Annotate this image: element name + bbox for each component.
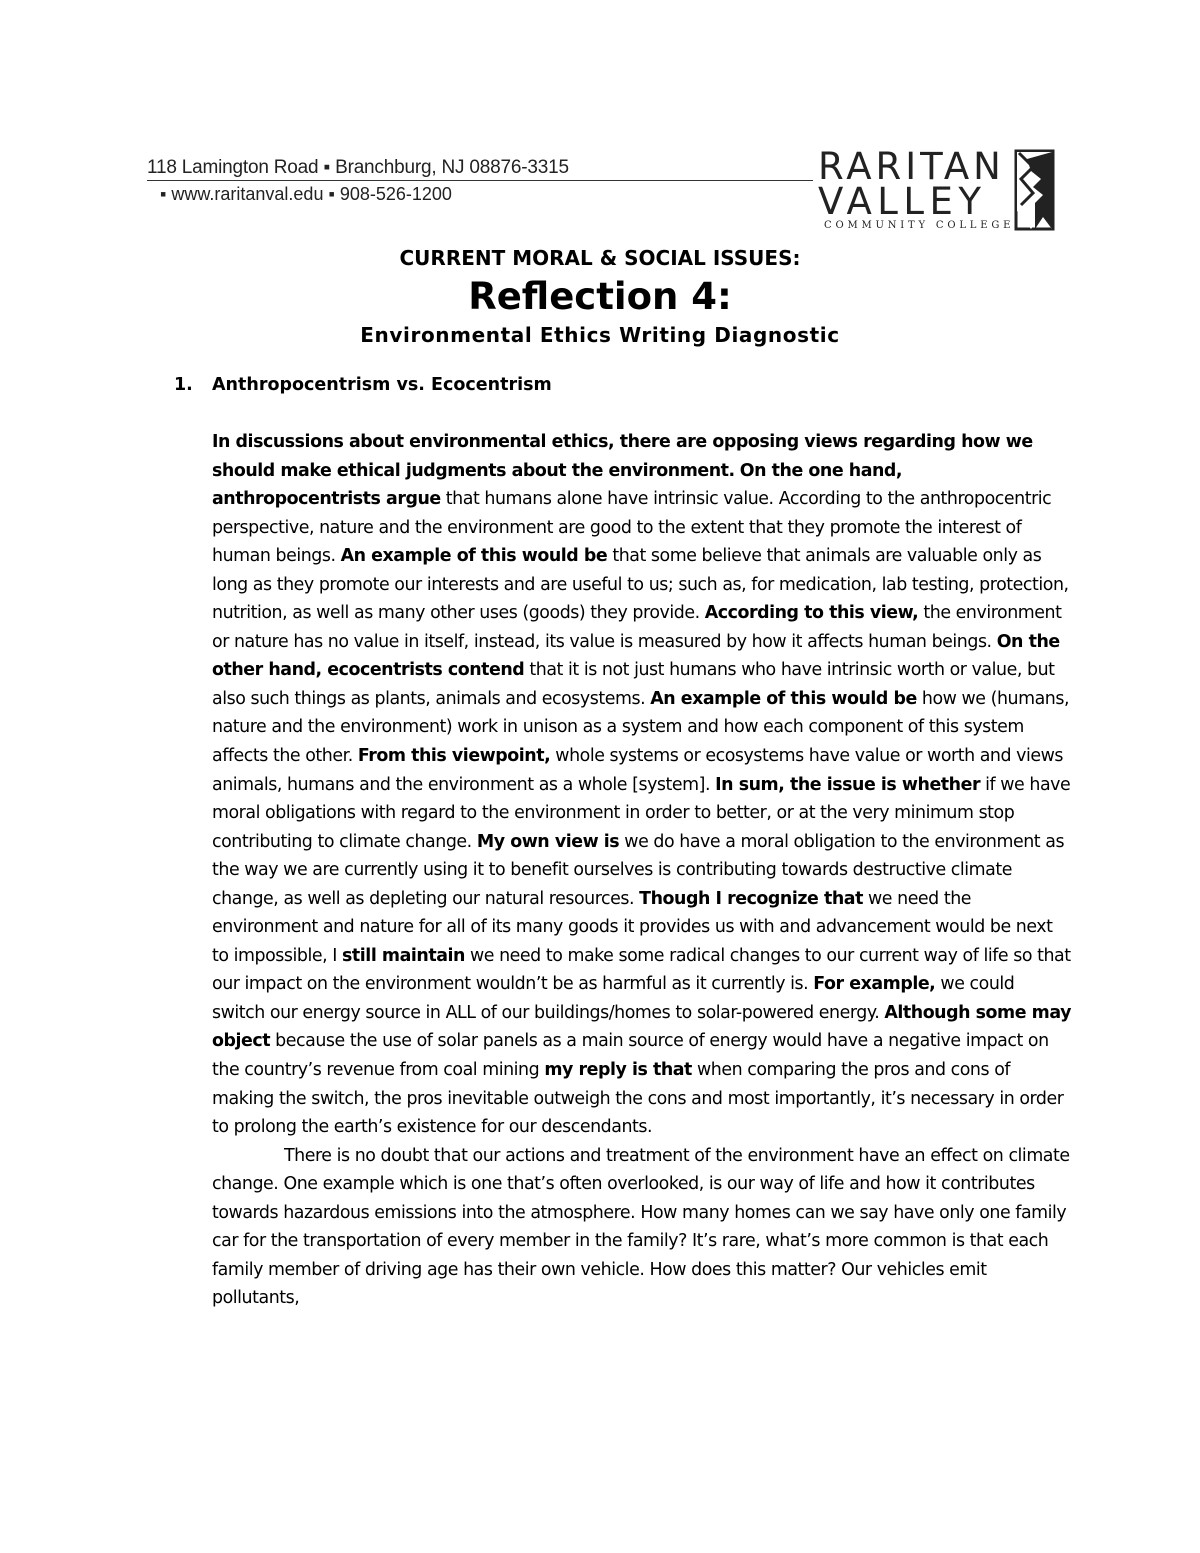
document-header [0, 244, 1200, 350]
logo-line-2: VALLEY [818, 180, 987, 223]
logo-line-3: COMMUNITY COLLEGE [824, 220, 1015, 231]
text-run: how we (humans, nature and the environment) work in unison as a system and how each component of this system affects the other. [212, 688, 1070, 767]
logo-mark-icon [1013, 149, 1056, 231]
text-run: whole systems or ecosystems have value or worth and views animals, humans and the environment as a whole [system]. [212, 746, 1064, 795]
address-line-1: 118 Lamington Road ▪ Branchburg, NJ 08876-3315 [147, 157, 569, 178]
text-run: we need the environment and nature for all of its many goods it provides us with and advancement would be next to impossible, I [212, 888, 1053, 966]
logo-line-1: RARITAN [818, 145, 1005, 188]
reflection-title: Reflection 4: [468, 275, 732, 318]
bold-phrase: In sum, the issue is whether [715, 774, 981, 795]
question-number: 1. [174, 375, 193, 395]
bold-phrase: Although some may object [212, 1002, 1071, 1052]
question-title: Anthropocentrism vs. Ecocentrism [212, 375, 552, 395]
reflection-subtitle: Environmental Ethics Writing Diagnostic [360, 323, 840, 347]
bold-phrase: An example of this would be [340, 546, 608, 567]
bold-phrase: On the one hand, [739, 460, 903, 481]
bold-phrase: For example, [813, 974, 936, 995]
text-run: if we have moral obligations with regard to the environment in order to better, or at the very minimum stop contributing to climate change. [212, 774, 1071, 852]
bold-phrase: still maintain [342, 945, 465, 966]
text-run: we do have a moral obligation to the environment as the way we are currently using it to benefit ourselves is contributing towards destructive climate change, as well as depleting our natural resources. [212, 831, 1065, 909]
letterhead [0, 0, 1200, 240]
text-run: because the use of solar panels as a main source of energy would have a negative impact on the country’s revenue from coal mining [212, 1031, 1049, 1081]
paragraph-1 [212, 428, 1072, 1142]
bold-phrase: According to this view, [704, 603, 919, 624]
paragraph-2: There is no doubt that our actions and treatment of the environment have an effect on climate change. One example which is one that’s often overlooked, is our way of life and how it contributes towards hazardous emissions into the atmosphere. How many homes can we say have only one family car for the transportation of every member in the family? It’s rare, what’s more common is that each family member of driving age has their own vehicle. How does this matter? Our vehicles emit pollutants, [212, 1145, 1070, 1309]
bold-phrase: my reply is that [544, 1060, 692, 1081]
address-line-2: ▪ www.raritanval.edu ▪ 908-526-1200 [160, 184, 452, 204]
text-run: that it is not just humans who have intrinsic worth or value, but also such things as plants, animals and ecosystems. [212, 660, 1055, 709]
bold-phrase: From this viewpoint, [357, 746, 551, 767]
text-run: that some believe that animals are valuable only as long as they promote our interests and are useful to us; such as, for medication, lab testing, protection, nutrition, as well as many other uses (goods) they provide. [212, 546, 1069, 624]
address-rule [147, 180, 813, 181]
bold-phrase: Though I recognize that [639, 888, 863, 909]
bold-phrase: On the other hand, ecocentrists contend [212, 631, 1060, 681]
bold-phrase: anthropocentrists argue [212, 489, 441, 510]
bold-phrase: My own view is [476, 831, 620, 852]
text-run: we could switch our energy source in ALL of our buildings/homes to solar-powered energy. [212, 974, 1015, 1023]
course-title: CURRENT MORAL & SOCIAL ISSUES: [399, 246, 801, 270]
text-run: the environment or nature has no value in itself, instead, its value is measured by how it affects human beings. [212, 603, 1062, 652]
text-run: we need to make some radical changes to our current way of life so that our impact on the environment wouldn’t be as harmful as it currently is. [212, 945, 1071, 995]
text-run: when comparing the pros and cons of making the switch, the pros inevitable outweigh the cons and most importantly, it’s necessary in order to prolong the earth’s existence for our descendants. [212, 1060, 1064, 1138]
bold-phrase: An example of this would be [650, 688, 917, 709]
answer-body [212, 428, 1072, 1313]
text-run: that humans alone have intrinsic value. According to the anthropocentric perspective, nature and the environment are good to the extent that they promote the interest of human beings. [212, 489, 1052, 567]
bold-phrase: In discussions about environmental ethics, there are opposing views regarding how we should make ethical judgments about the environment. [212, 432, 1033, 481]
